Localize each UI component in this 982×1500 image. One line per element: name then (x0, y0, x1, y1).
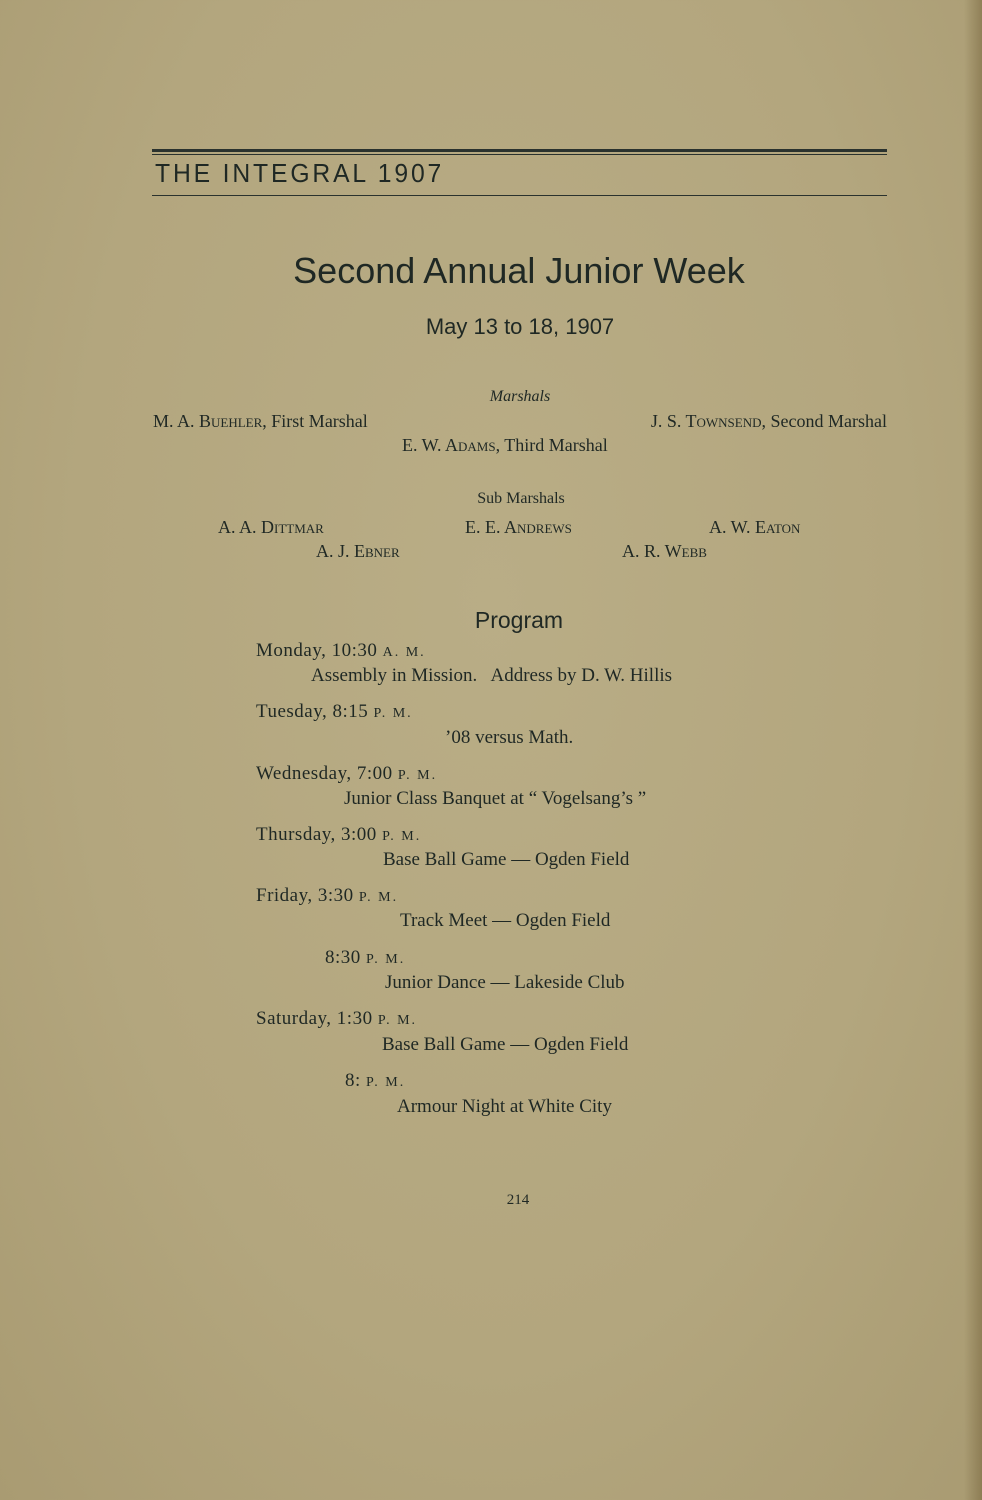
ampm: P. M. (366, 952, 406, 967)
sub-marshals-heading: Sub Marshals (477, 490, 565, 507)
program-time (256, 763, 437, 785)
marshal-name: E. W. Adams (402, 435, 496, 455)
program-event: Junior Dance — Lakeside Club (385, 972, 625, 993)
program-event: Armour Night at White City (397, 1096, 612, 1117)
time-text: Friday, 3:30 (256, 885, 354, 906)
program-heading: Program (474, 607, 564, 633)
program-time (325, 947, 405, 969)
marshal-role: , Second Marshal (761, 411, 887, 431)
time-text: Monday, 10:30 (256, 640, 378, 661)
marshal-role: , First Marshal (262, 411, 368, 431)
time-text: Tuesday, 8:15 (256, 701, 369, 722)
ampm: P. M. (366, 1075, 406, 1090)
second-marshal (651, 411, 887, 432)
running-header: THE INTEGRAL 1907 (155, 158, 445, 188)
program-time (256, 885, 398, 907)
event-dates: May 13 to 18, 1907 (425, 314, 615, 339)
time-text: Wednesday, 7:00 (256, 763, 393, 784)
sub-marshal: A. R. Webb (622, 541, 707, 561)
ampm: P. M. (373, 706, 413, 721)
program-time (345, 1070, 405, 1092)
time-text: 8: (345, 1070, 361, 1091)
page-number: 214 (506, 1192, 530, 1208)
sub-marshal: E. E. Andrews (465, 517, 572, 537)
marshals-heading: Marshals (489, 388, 551, 405)
ampm: P. M. (397, 768, 438, 783)
sub-marshal: A. J. Ebner (316, 541, 400, 561)
program-event: Track Meet — Ogden Field (400, 910, 611, 931)
sub-marshal: A. W. Eaton (709, 517, 801, 537)
page-title: Second Annual Junior Week (293, 250, 745, 291)
header-rule-top-thin (152, 154, 887, 155)
page-edge-shadow (964, 0, 982, 1500)
time-text: Thursday, 3:00 (256, 824, 377, 845)
ampm: P. M. (382, 829, 422, 844)
time-text: Saturday, 1:30 (256, 1008, 373, 1029)
ampm: P. M. (377, 1013, 418, 1028)
time-text: 8:30 (325, 947, 361, 968)
program-event: ’08 versus Math. (445, 727, 574, 748)
sub-marshal: A. A. Dittmar (218, 517, 324, 537)
ampm: A. M. (382, 645, 426, 660)
program-event: Base Ball Game — Ogden Field (383, 849, 630, 870)
program-event: Assembly in Mission. Address by D. W. Hillis (311, 665, 673, 686)
first-marshal (153, 411, 368, 432)
marshal-name: J. S. Townsend (650, 411, 762, 431)
ampm: P. M. (358, 890, 399, 905)
program-time (256, 701, 413, 723)
header-rule-bottom (152, 195, 887, 196)
program-time (256, 640, 426, 662)
marshal-role: , Third Marshal (495, 435, 608, 455)
header-rule-top (152, 149, 887, 152)
program-time (256, 824, 421, 846)
program-event: Base Ball Game — Ogden Field (382, 1034, 629, 1055)
program-event: Junior Class Banquet at “ Vogelsang’s ” (344, 788, 647, 809)
program-time (256, 1008, 417, 1030)
third-marshal (402, 435, 608, 456)
marshal-name: M. A. Buehler (153, 411, 263, 431)
